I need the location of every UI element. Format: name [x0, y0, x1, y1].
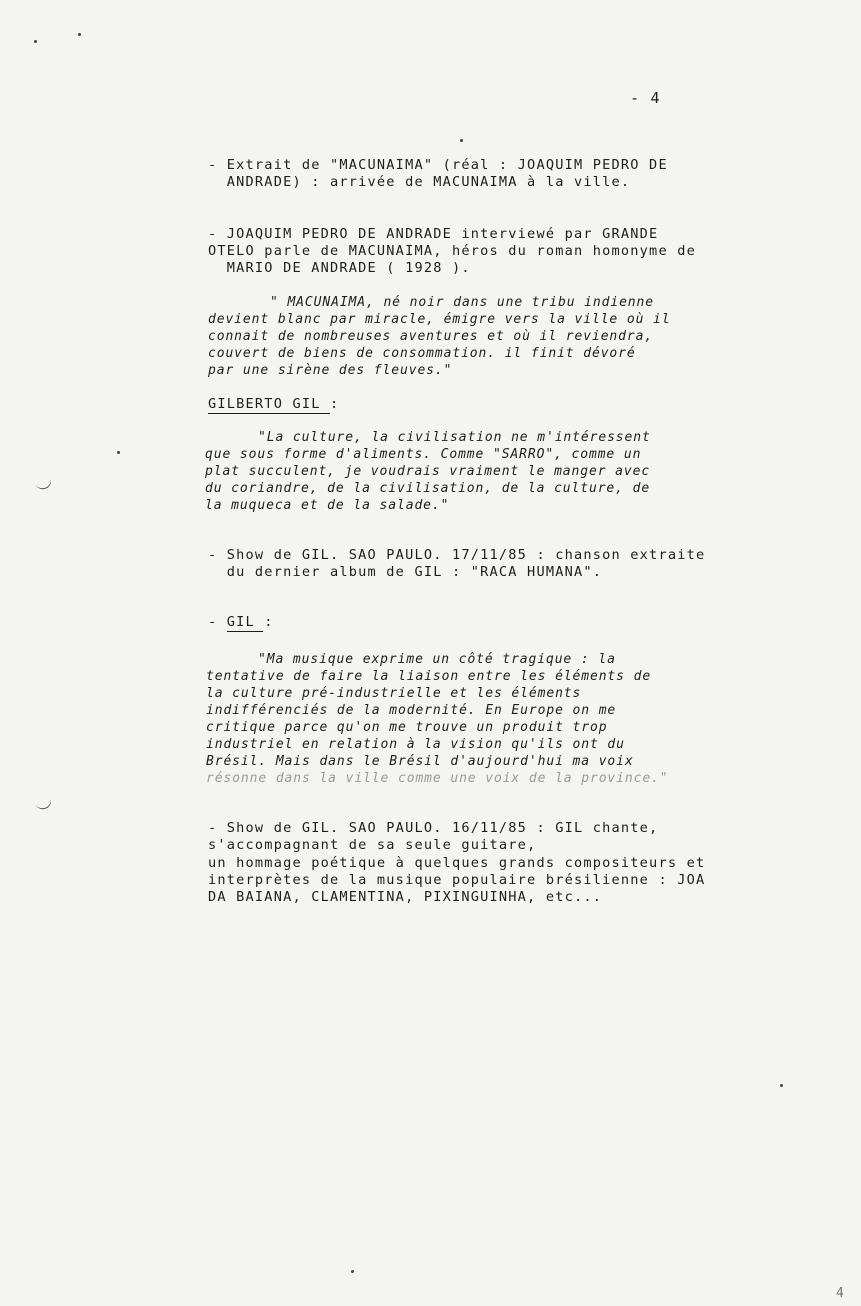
- entry-interview-line-3: MARIO DE ANDRADE ( 1928 ).: [208, 260, 471, 276]
- heading-underline: [208, 413, 330, 414]
- entry-show-16-line-3: un hommage poétique à quelques grands compositeurs et: [208, 855, 706, 871]
- entry-show-16-line-2: s'accompagnant de sa seule guitare,: [208, 837, 537, 853]
- quote-music-line-5: critique parce qu'on me trouve un produit trop: [206, 720, 608, 735]
- quote-culture-line-1: "La culture, la civilisation ne m'intéressent: [258, 430, 651, 445]
- paper-speck: [460, 139, 463, 142]
- corner-pencil-number: 4: [836, 1286, 844, 1301]
- page-number: - 4: [630, 89, 661, 107]
- heading-gilberto-gil: GILBERTO GIL :: [208, 396, 340, 412]
- paper-speck: [78, 33, 81, 36]
- entry-interview-line-2: OTELO parle de MACUNAIMA, héros du roman homonyme de: [208, 243, 696, 259]
- margin-pencil-mark: [35, 798, 53, 812]
- entry-show-17-line-1: - Show de GIL. SAO PAULO. 17/11/85 : chanson extraite: [208, 547, 706, 563]
- quote-culture-line-5: la muqueca et de la salade.": [205, 498, 450, 513]
- quote-culture-line-2: que sous forme d'aliments. Comme "SARRO", comme un: [205, 447, 642, 462]
- entry-show-16-line-4: interprètes de la musique populaire brésilienne : JOA: [208, 872, 706, 888]
- quote-culture-line-3: plat succulent, je voudrais vraiment le manger avec: [205, 464, 651, 479]
- quote-macunaima-line-3: connait de nombreuses aventures et où il reviendra,: [208, 329, 654, 344]
- quote-music-line-6: industriel en relation à la vision qu'ils ont du: [206, 737, 625, 752]
- entry-show-17-line-2: du dernier album de GIL : "RACA HUMANA".: [208, 564, 603, 580]
- quote-music-line-8: résonne dans la ville comme une voix de la province.": [206, 771, 669, 786]
- entry-show-16-line-5: DA BAIANA, CLAMENTINA, PIXINGUINHA, etc...: [208, 889, 603, 905]
- heading-gil-underline: [227, 631, 263, 632]
- quote-macunaima-line-2: devient blanc par miracle, émigre vers la ville où il: [208, 312, 671, 327]
- paper-speck: [780, 1084, 783, 1087]
- entry-macunaima-extract-line-1: - Extrait de "MACUNAIMA" (réal : JOAQUIM PEDRO DE: [208, 157, 668, 173]
- quote-music-line-2: tentative de faire la liaison entre les éléments de: [206, 669, 652, 684]
- paper-speck: [351, 1270, 354, 1273]
- margin-pencil-mark: [35, 478, 53, 492]
- entry-show-16-line-1: - Show de GIL. SAO PAULO. 16/11/85 : GIL chante,: [208, 820, 659, 836]
- quote-music-line-3: la culture pré-industrielle et les éléments: [206, 686, 582, 701]
- quote-culture-line-4: du coriandre, de la civilisation, de la culture, de: [205, 481, 651, 496]
- entry-interview-line-1: - JOAQUIM PEDRO DE ANDRADE interviewé par GRANDE: [208, 226, 659, 242]
- entry-macunaima-extract-line-2: ANDRADE) : arrivée de MACUNAIMA à la ville.: [208, 174, 631, 190]
- paper-speck: [117, 451, 120, 454]
- paper-speck: [34, 40, 37, 43]
- heading-gil: - GIL :: [208, 614, 274, 630]
- quote-macunaima-line-4: couvert de biens de consommation. il finit dévoré: [208, 346, 636, 361]
- quote-music-line-4: indifférenciés de la modernité. En Europe on me: [206, 703, 617, 718]
- quote-music-line-1: "Ma musique exprime un côté tragique : la: [258, 652, 616, 667]
- quote-music-line-7: Brésil. Mais dans le Brésil d'aujourd'hui ma voix: [206, 754, 634, 769]
- quote-macunaima-line-1: " MACUNAIMA, né noir dans une tribu indienne: [270, 295, 654, 310]
- quote-macunaima-line-5: par une sirène des fleuves.": [208, 363, 453, 378]
